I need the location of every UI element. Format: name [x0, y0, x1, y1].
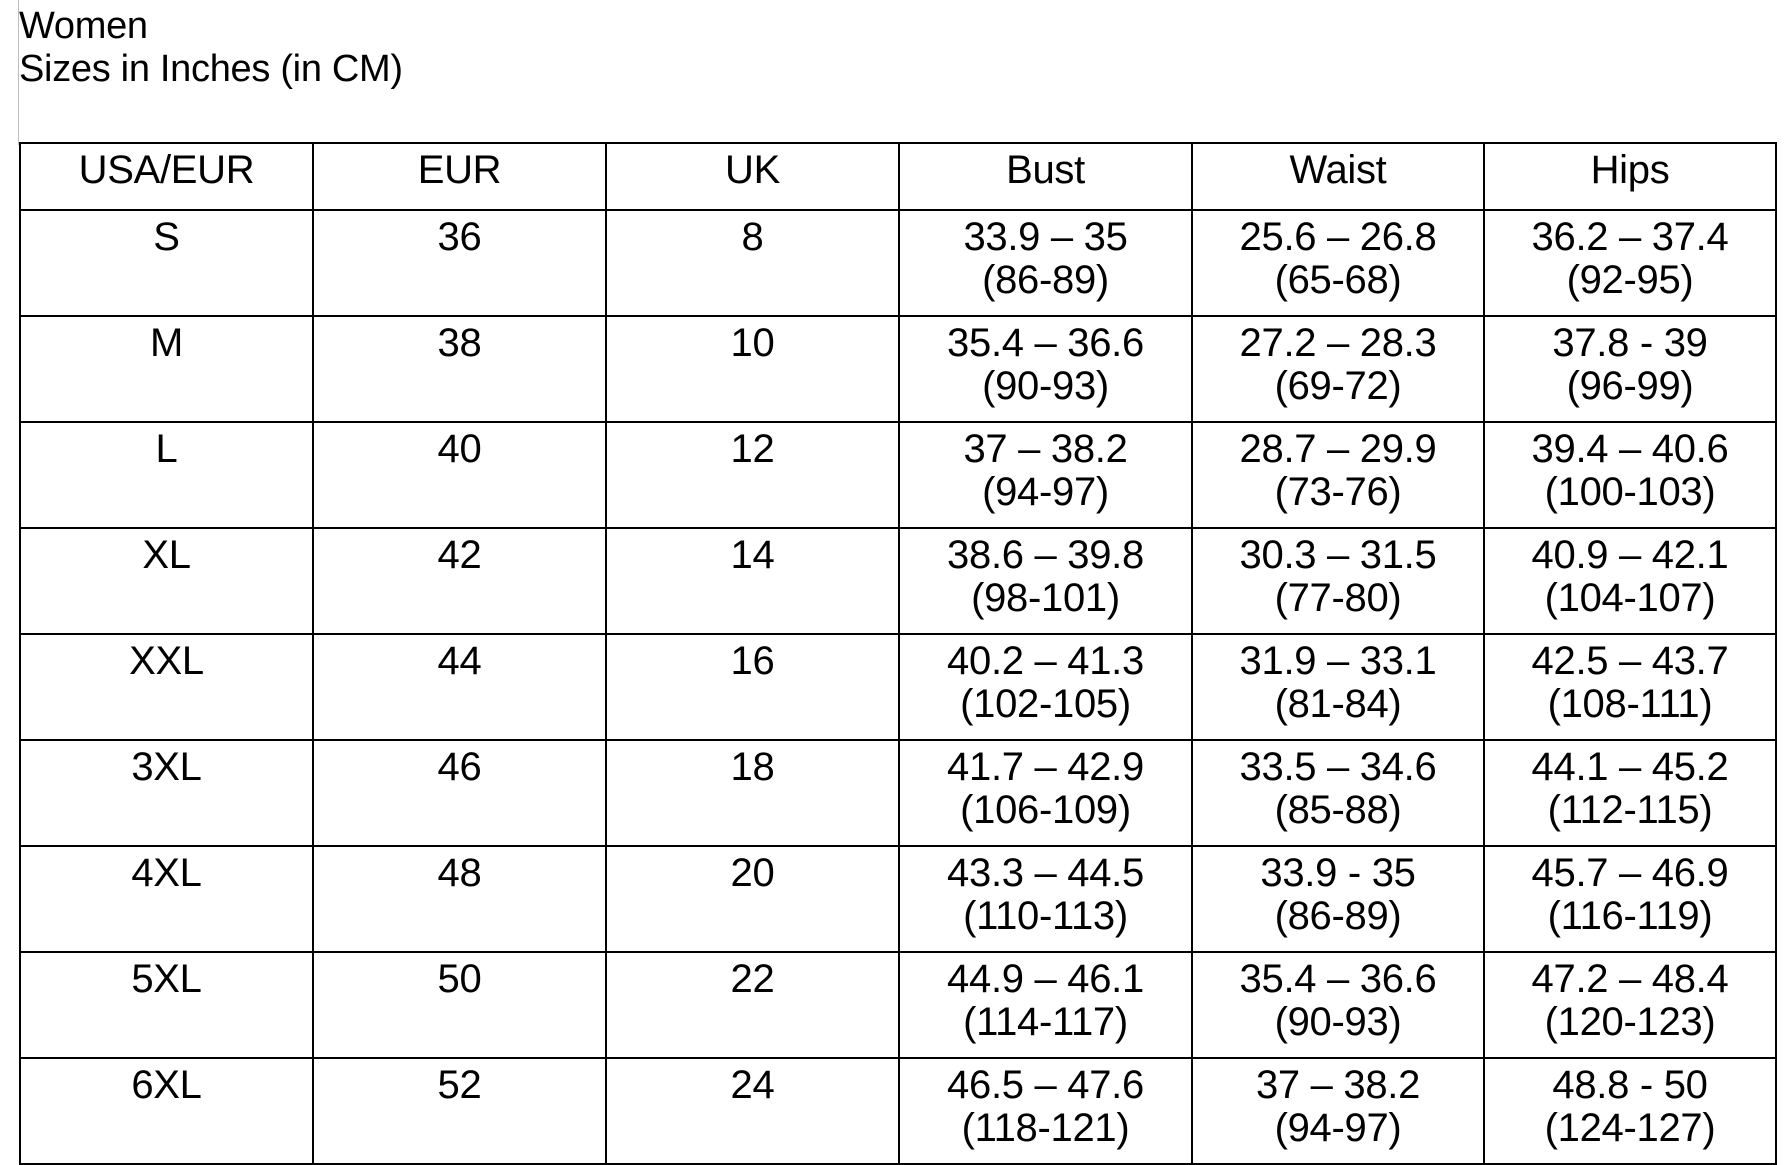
- bust-centimeters: (94-97): [982, 470, 1109, 514]
- bust-centimeters: (102-105): [960, 682, 1131, 726]
- hips-centimeters: (96-99): [1566, 364, 1694, 408]
- uk-cell: 10: [606, 316, 899, 422]
- waist-inches: 35.4 – 36.6: [1239, 957, 1437, 1001]
- hips-inches: 45.7 – 46.9: [1531, 851, 1729, 895]
- uk-cell: 14: [606, 528, 899, 634]
- hips-cell: [1484, 422, 1776, 528]
- waist-cell: [1192, 846, 1484, 952]
- hips-cell: [1484, 634, 1776, 740]
- uk-cell: 20: [606, 846, 899, 952]
- heading-title: Women: [19, 5, 148, 47]
- bust-cell: [899, 528, 1192, 634]
- size-cell: S: [20, 210, 313, 316]
- bust-inches: 44.9 – 46.1: [947, 957, 1144, 1001]
- hips-cell: [1484, 528, 1776, 634]
- heading-subtitle: Sizes in Inches (in CM): [19, 48, 403, 90]
- header-waist: Waist: [1192, 143, 1484, 210]
- hips-inches: 37.8 - 39: [1552, 321, 1708, 365]
- waist-centimeters: (86-89): [1274, 894, 1402, 938]
- eur-cell: 36: [313, 210, 606, 316]
- uk-cell: 16: [606, 634, 899, 740]
- size-cell: 6XL: [20, 1058, 313, 1164]
- table-row: [20, 740, 1776, 846]
- bust-cell: [899, 1058, 1192, 1164]
- eur-cell: 42: [313, 528, 606, 634]
- waist-centimeters: (77-80): [1274, 576, 1402, 620]
- header-eur: EUR: [313, 143, 606, 210]
- waist-cell: [1192, 952, 1484, 1058]
- uk-cell: 8: [606, 210, 899, 316]
- waist-inches: 30.3 – 31.5: [1239, 533, 1437, 577]
- hips-cell: [1484, 952, 1776, 1058]
- waist-cell: [1192, 1058, 1484, 1164]
- uk-cell: 12: [606, 422, 899, 528]
- waist-cell: [1192, 422, 1484, 528]
- waist-centimeters: (65-68): [1274, 258, 1402, 302]
- bust-cell: [899, 740, 1192, 846]
- bust-inches: 37 – 38.2: [963, 427, 1128, 471]
- header-uk: UK: [606, 143, 899, 210]
- waist-inches: 33.5 – 34.6: [1239, 745, 1437, 789]
- size-cell: 4XL: [20, 846, 313, 952]
- eur-cell: 52: [313, 1058, 606, 1164]
- size-cell: L: [20, 422, 313, 528]
- size-cell: XL: [20, 528, 313, 634]
- hips-centimeters: (124-127): [1544, 1106, 1716, 1150]
- bust-inches: 41.7 – 42.9: [947, 745, 1144, 789]
- hips-inches: 40.9 – 42.1: [1531, 533, 1729, 577]
- bust-centimeters: (114-117): [963, 1000, 1128, 1044]
- eur-cell: 50: [313, 952, 606, 1058]
- hips-inches: 39.4 – 40.6: [1531, 427, 1729, 471]
- header-hips: Hips: [1484, 143, 1776, 210]
- header-row: [20, 143, 1776, 210]
- waist-cell: [1192, 528, 1484, 634]
- bust-centimeters: (110-113): [963, 894, 1128, 938]
- hips-centimeters: (116-119): [1547, 894, 1713, 938]
- bust-cell: [899, 210, 1192, 316]
- hips-cell: [1484, 316, 1776, 422]
- waist-inches: 28.7 – 29.9: [1239, 427, 1437, 471]
- waist-centimeters: (85-88): [1274, 788, 1402, 832]
- hips-cell: [1484, 846, 1776, 952]
- bust-centimeters: (86-89): [982, 258, 1109, 302]
- hips-centimeters: (108-111): [1547, 682, 1713, 726]
- eur-cell: 38: [313, 316, 606, 422]
- eur-cell: 46: [313, 740, 606, 846]
- waist-inches: 27.2 – 28.3: [1239, 321, 1437, 365]
- waist-centimeters: (90-93): [1274, 1000, 1402, 1044]
- bust-inches: 38.6 – 39.8: [947, 533, 1144, 577]
- hips-inches: 48.8 - 50: [1552, 1063, 1708, 1107]
- bust-inches: 33.9 – 35: [963, 215, 1128, 259]
- bust-centimeters: (118-121): [961, 1106, 1130, 1150]
- chart-heading: [19, 5, 403, 91]
- size-cell: 3XL: [20, 740, 313, 846]
- bust-inches: 40.2 – 41.3: [947, 639, 1144, 683]
- bust-inches: 46.5 – 47.6: [947, 1063, 1144, 1107]
- table-row: [20, 952, 1776, 1058]
- table-row: [20, 1058, 1776, 1164]
- waist-cell: [1192, 210, 1484, 316]
- bust-inches: 35.4 – 36.6: [947, 321, 1144, 365]
- table-row: [20, 846, 1776, 952]
- waist-cell: [1192, 634, 1484, 740]
- header-usa-eur: USA/EUR: [20, 143, 313, 210]
- hips-centimeters: (104-107): [1544, 576, 1716, 620]
- waist-centimeters: (73-76): [1274, 470, 1402, 514]
- hips-inches: 47.2 – 48.4: [1531, 957, 1729, 1001]
- hips-cell: [1484, 1058, 1776, 1164]
- eur-cell: 44: [313, 634, 606, 740]
- bust-cell: [899, 422, 1192, 528]
- table-row: [20, 634, 1776, 740]
- header-bust: Bust: [899, 143, 1192, 210]
- waist-centimeters: (81-84): [1274, 682, 1402, 726]
- eur-cell: 40: [313, 422, 606, 528]
- hips-inches: 42.5 – 43.7: [1531, 639, 1729, 683]
- size-chart-table: [19, 142, 1777, 1165]
- bust-inches: 43.3 – 44.5: [947, 851, 1144, 895]
- hips-inches: 36.2 – 37.4: [1531, 215, 1729, 259]
- hips-centimeters: (92-95): [1566, 258, 1694, 302]
- waist-centimeters: (94-97): [1274, 1106, 1402, 1150]
- table-row: [20, 528, 1776, 634]
- size-rows: [20, 210, 1776, 1164]
- waist-inches: 33.9 - 35: [1260, 851, 1416, 895]
- waist-cell: [1192, 740, 1484, 846]
- waist-cell: [1192, 316, 1484, 422]
- uk-cell: 22: [606, 952, 899, 1058]
- waist-inches: 37 – 38.2: [1255, 1063, 1421, 1107]
- bust-cell: [899, 634, 1192, 740]
- hips-centimeters: (100-103): [1544, 470, 1716, 514]
- bust-cell: [899, 952, 1192, 1058]
- hips-cell: [1484, 740, 1776, 846]
- eur-cell: 48: [313, 846, 606, 952]
- bust-cell: [899, 846, 1192, 952]
- hips-centimeters: (112-115): [1547, 788, 1713, 832]
- hips-centimeters: (120-123): [1544, 1000, 1716, 1044]
- table-row: [20, 422, 1776, 528]
- table-row: [20, 210, 1776, 316]
- table-row: [20, 316, 1776, 422]
- bust-centimeters: (98-101): [971, 576, 1120, 620]
- size-cell: 5XL: [20, 952, 313, 1058]
- size-cell: XXL: [20, 634, 313, 740]
- hips-inches: 44.1 – 45.2: [1531, 745, 1729, 789]
- bust-centimeters: (106-109): [960, 788, 1131, 832]
- waist-centimeters: (69-72): [1274, 364, 1402, 408]
- uk-cell: 18: [606, 740, 899, 846]
- uk-cell: 24: [606, 1058, 899, 1164]
- size-cell: M: [20, 316, 313, 422]
- bust-cell: [899, 316, 1192, 422]
- waist-inches: 31.9 – 33.1: [1239, 639, 1437, 683]
- bust-centimeters: (90-93): [982, 364, 1109, 408]
- waist-inches: 25.6 – 26.8: [1239, 215, 1437, 259]
- hips-cell: [1484, 210, 1776, 316]
